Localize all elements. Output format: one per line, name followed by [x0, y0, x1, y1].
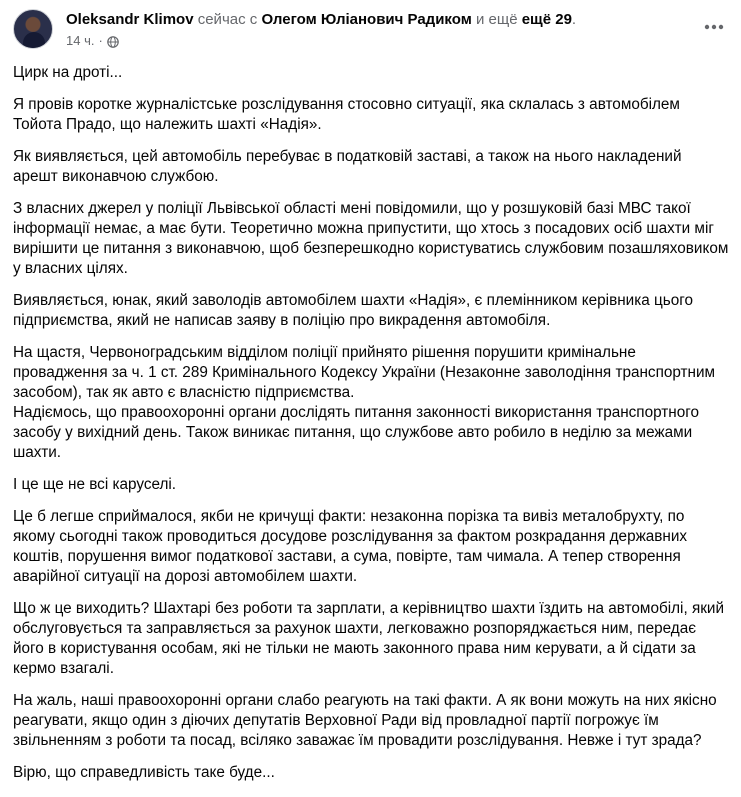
author-name[interactable]: Oleksandr Klimov [66, 11, 194, 28]
post-paragraph: І це ще не всі каруселі. [13, 476, 177, 493]
and-more-text: и ещё [475, 11, 518, 28]
post-paragraph: Надіємось, що правоохоронні органи дослідять питання законності використання транспортного засобу у вихідний день. Також виникає питання, що службове авто робило в неділю за межами шахти. [13, 404, 699, 461]
avatar-figure [23, 32, 45, 49]
post-paragraph: На жаль, наші правоохоронні органи слабо реагують на такі факти. А як вони можуть на них якісно реагувати, якщо один з діючих депутатів Верховної Ради від провладної партії погрожує їм звільненням з роботи та посад, всіляко заважає їм провадити розслідування. Невже і тут зрада? [13, 692, 717, 749]
post-paragraph: Це б легше сприймалося, якби не кричущі факти: незаконна порізка та вивіз металобрухту, по якому сьогодні також проводиться досудове розслідування за фактом розкрадання державних коштів, порушення вимог податкової застави, а сума, повірте, там чимала. А тепер створення аварійної ситуації на дорозі автомобілем шахти. [13, 508, 688, 585]
post-paragraph: На щастя, Червоноградським відділом поліції прийнято рішення порушити кримінальне провадження за ч. 1 ст. 289 Кримінального Кодексу України (Незаконне заволодіння транспортним засобом), так як авто є власністю підприємства. [13, 344, 716, 401]
post-author-line [66, 10, 576, 30]
post-timestamp[interactable]: 14 ч. [66, 33, 95, 48]
more-suffix: . [571, 11, 577, 28]
post-paragraph: Я провів коротке журналістське розслідування стосовно ситуації, яка склалась з автомобілем Тойота Прадо, що належить шахті «Надія». [13, 96, 680, 133]
post-paragraph: Як виявляється, цей автомобіль перебуває в податковій заставі, а також на нього накладений арешт виконавчою службою. [13, 148, 682, 185]
more-horizontal-icon[interactable] [700, 17, 728, 37]
post-paragraph: Виявляється, юнак, який заволодів автомобілем шахти «Надія», є племінником керівника цього підприємства, який не написав заяву в поліцію про викрадення автомобіля. [13, 292, 693, 329]
tagged-person-link[interactable]: Олегом Юліанович Радиком [261, 11, 472, 28]
with-text: сейчас с [197, 11, 258, 28]
author-avatar[interactable] [13, 9, 53, 49]
post-paragraph: Цирк на дроті... [13, 64, 123, 81]
more-tagged-link[interactable]: ещё 29 [521, 11, 572, 28]
post-paragraph: З власних джерел у поліції Львівської області мені повідомили, що у розшуковій базі МВС такої інформації немає, а має бути. Теоретично можна припустити, що хтось з посадових осіб шахти міг вирішити це питання з виконавчою, щоб безперешкодно користуватись службовим позашляховиком у власних цілях. [13, 200, 729, 277]
globe-icon[interactable] [107, 35, 119, 47]
post-paragraph: Вірю, що справедливість таке буде... [13, 764, 275, 781]
post-meta [66, 32, 119, 50]
post-body [13, 63, 729, 795]
post-header [13, 9, 728, 59]
post-paragraph: Що ж це виходить? Шахтарі без роботи та зарплати, а керівництво шахти їздить на автомобілі, який обслуговується та заправляється за рахунок шахти, легковажно розпоряджається ним, передає його в користування особам, які не тільки не мають законного права ним керувати, а й сідати за кермо взагалі. [13, 600, 725, 677]
meta-separator: · [98, 33, 103, 48]
